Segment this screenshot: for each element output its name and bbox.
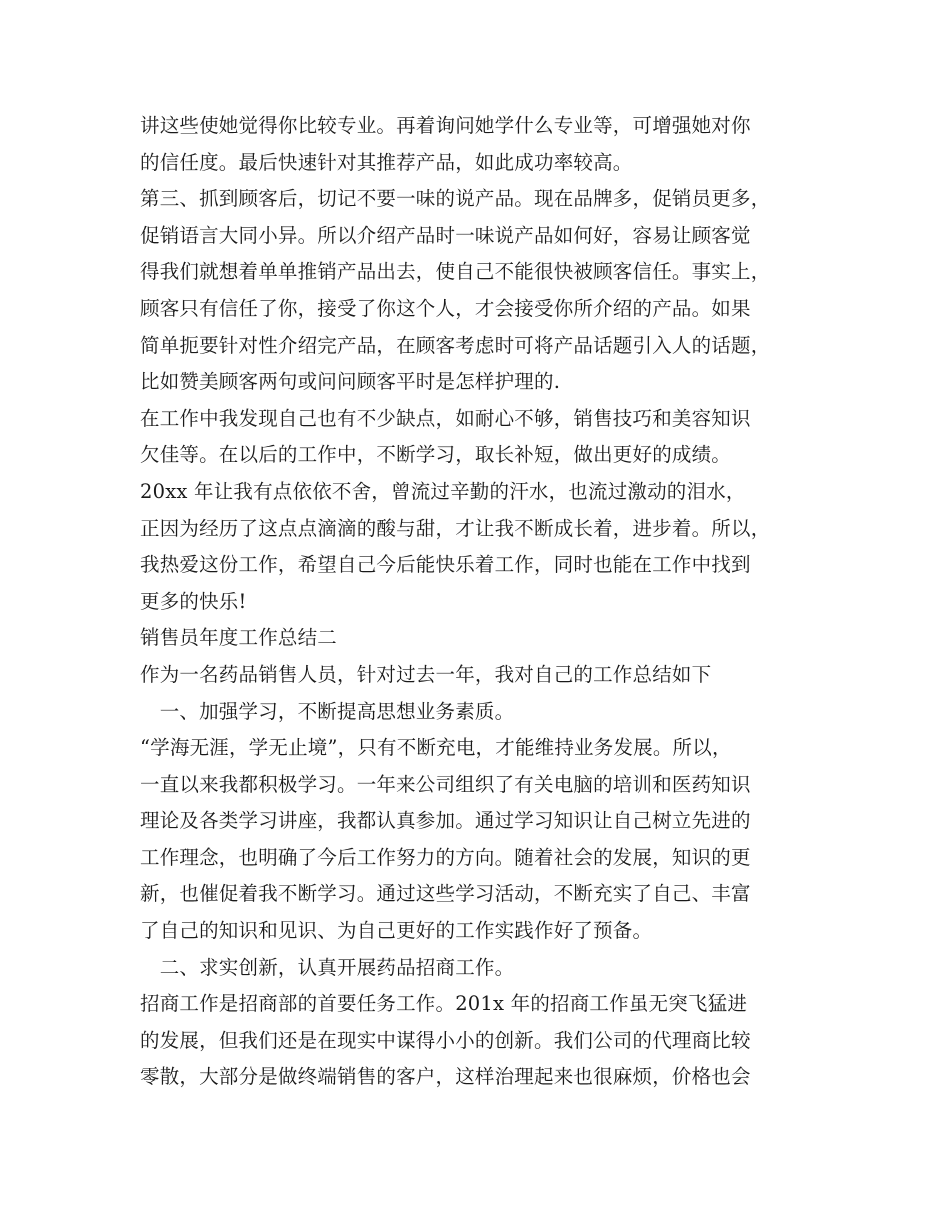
text-line: 更多的快乐! — [140, 589, 247, 613]
text-line: 理论及各类学习讲座，我都认真参加。通过学习知识让自己树立先进的 — [140, 809, 751, 833]
text-line: 简单扼要针对性介绍完产品，在顾客考虑时可将产品话题引入人的话题， — [140, 333, 771, 357]
section-heading: 销售员年度工作总结二 — [140, 626, 338, 650]
document-body — [140, 108, 830, 1096]
text-line: 了自己的知识和见识、为自己更好的工作实践作好了预备。 — [140, 919, 653, 943]
subsection-heading: 一、加强学习，不断提高思想业务素质。 — [140, 699, 515, 723]
text-line: 得我们就想着单单推销产品出去，使自己不能很快被顾客信任。事实上， — [140, 260, 771, 284]
text-line: 第三、抓到顾客后，切记不要一味的说产品。现在品牌多，促销员更多， — [140, 187, 771, 211]
text-line: 作为一名药品销售人员，针对过去一年，我对自己的工作总结如下 — [140, 662, 712, 686]
text-line: 一直以来我都积极学习。一年来公司组织了有关电脑的培训和医药知识 — [140, 772, 751, 796]
text-line: “学海无涯，学无止境”，只有不断充电，才能维持业务发展。所以， — [140, 736, 732, 760]
text-line: 的信任度。最后快速针对其推荐产品，如此成功率较高。 — [140, 150, 633, 174]
text-line: 在工作中我发现自己也有不少缺点，如耐心不够，销售技巧和美容知识 — [140, 406, 751, 430]
text-line: 零散，大部分是做终端销售的客户，这样治理起来也很麻烦，价格也会 — [140, 1065, 751, 1089]
text-line: 正因为经历了这点点滴滴的酸与甜，才让我不断成长着，进步着。所以， — [140, 516, 771, 540]
text-line: 顾客只有信任了你，接受了你这个人，才会接受你所介绍的产品。如果 — [140, 296, 751, 320]
text-line: 促销语言大同小异。所以介绍产品时一味说产品如何好，容易让顾客觉 — [140, 223, 751, 247]
text-line: 20xx 年让我有点依依不舍，曾流过辛勤的汗水，也流过激动的泪水， — [140, 479, 746, 503]
text-line: 欠佳等。在以后的工作中，不断学习，取长补短，做出更好的成绩。 — [140, 443, 732, 467]
text-line: 比如赞美顾客两句或问问顾客平时是怎样护理的. — [140, 370, 561, 394]
text-line: 讲这些使她觉得你比较专业。再着询问她学什么专业等，可增强她对你 — [140, 114, 751, 137]
subsection-heading: 二、求实创新，认真开展药品招商工作。 — [140, 955, 515, 979]
text-line: 招商工作是招商部的首要任务工作。201x 年的招商工作虽无突飞猛进 — [140, 992, 748, 1016]
text-line: 的发展，但我们还是在现实中谋得小小的创新。我们公司的代理商比较 — [140, 1028, 751, 1052]
text-line: 新，也催促着我不断学习。通过这些学习活动，不断充实了自己、丰富 — [140, 882, 751, 906]
text-line: 我热爱这份工作，希望自己今后能快乐着工作，同时也能在工作中找到 — [140, 553, 751, 577]
text-line: 工作理念，也明确了今后工作努力的方向。随着社会的发展，知识的更 — [140, 845, 751, 869]
